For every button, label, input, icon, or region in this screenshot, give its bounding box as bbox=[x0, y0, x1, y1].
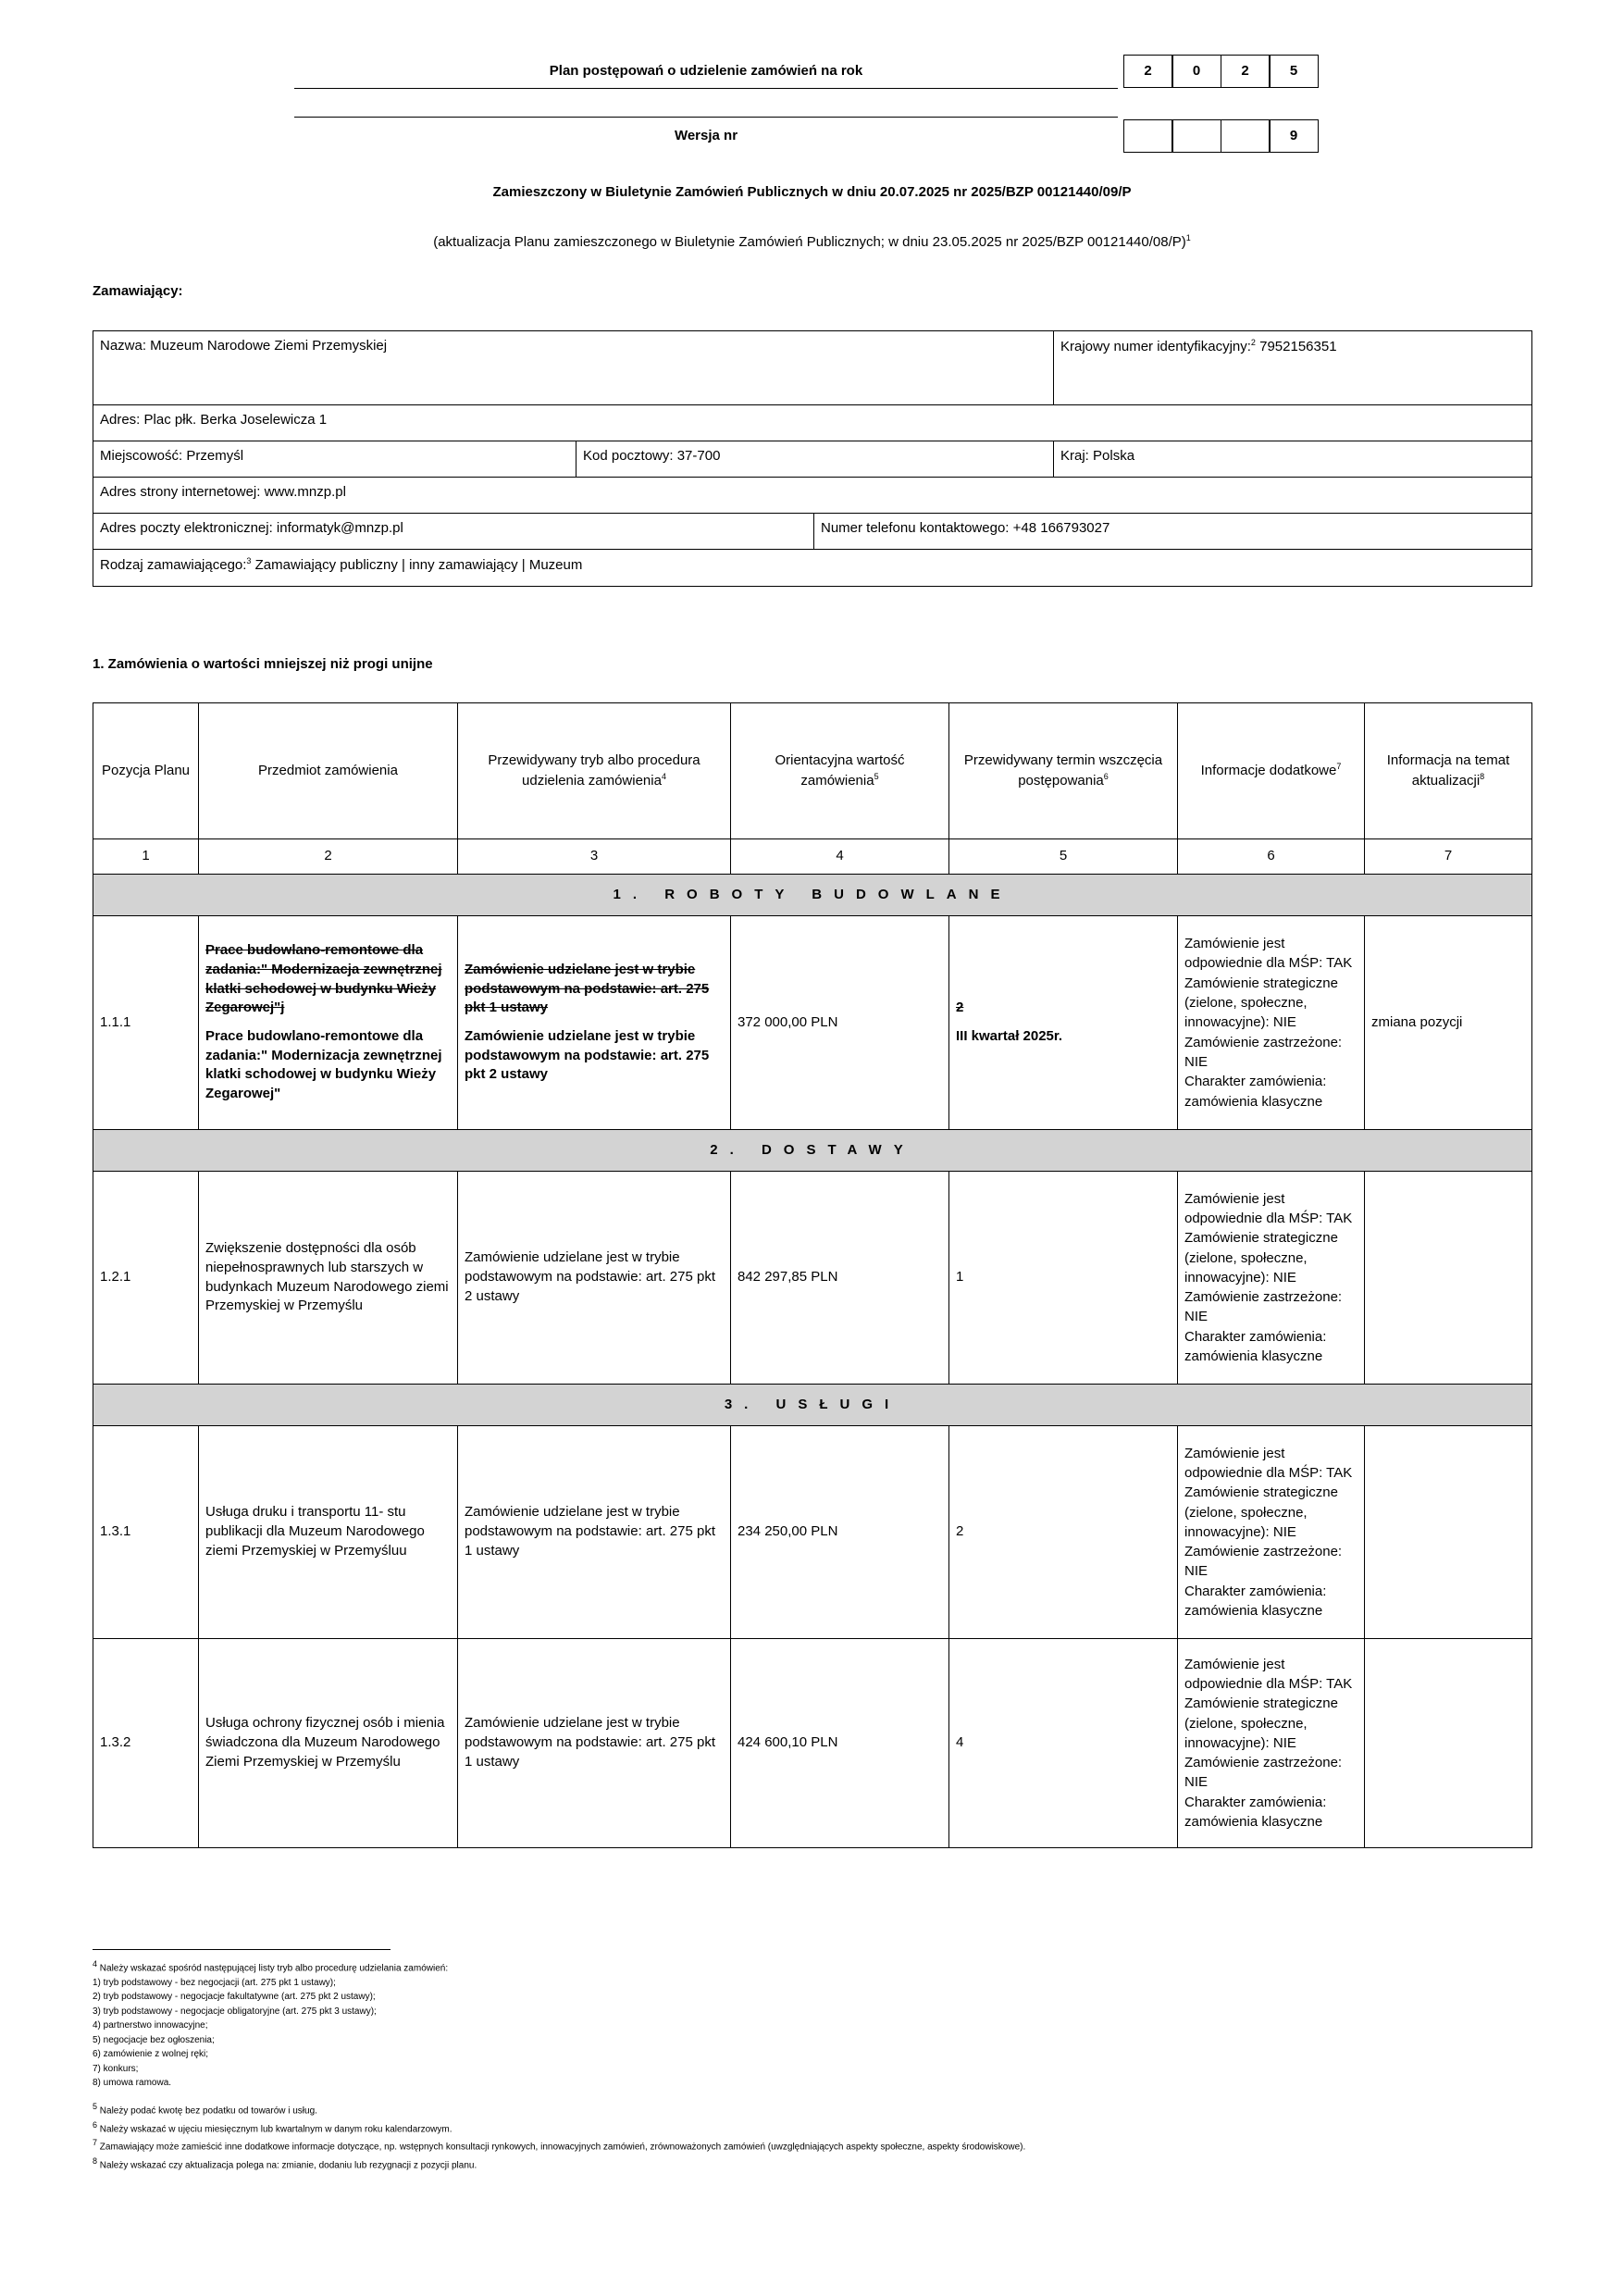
column-number: 3 bbox=[458, 839, 731, 875]
footnote-6: $^6$ Należy wskazać w ujęciu miesięcznym lub kwartalnym w danym roku kalendarzowym. bbox=[93, 2119, 452, 2134]
column-number: 1 bbox=[93, 839, 199, 875]
footnote-ref: 3 bbox=[246, 556, 252, 565]
footnote-4-item: 6) zamówienie z wolnej ręki; bbox=[93, 2049, 209, 2060]
subject-old: Prace budowlano-remontowe dla zadania:" Modernizacja zewnętrznej klatki schodowej w budynku Wieży Zegarowej"j bbox=[205, 942, 442, 1016]
mode-old: Zamówienie udzielane jest w trybie podstawowym na podstawie: art. 275 pkt 1 ustawy bbox=[465, 961, 710, 1016]
category-label: 3. USŁUGI bbox=[93, 1385, 1532, 1426]
contractor-type-value: Zamawiający publiczny | inny zamawiający | Muzeum bbox=[254, 557, 583, 573]
footnote-4-item: 4) partnerstwo innowacyjne; bbox=[93, 2020, 208, 2031]
table-row bbox=[93, 1639, 1532, 1848]
footnote-8: $^8$ Należy wskazać czy aktualizacja polega na: zmianie, dodaniu lub rezygnacji z pozycji planu. bbox=[93, 2156, 477, 2171]
contractor-label: Zamawiający: bbox=[93, 283, 183, 299]
footnote-7: $^7$ Zamawiający może zamieścić inne dodatkowe informacje dotyczące, np. wstępnych konsultacji rynkowych, innowacyjnych zamówień, zrównoważonych zamówień (uwzględniających aspekty społeczne, aspekty środowiskowe). bbox=[93, 2138, 1026, 2153]
year-digit: 2 bbox=[1123, 55, 1173, 88]
version-digit bbox=[1172, 119, 1221, 153]
header-info: Informacje dodatkowe$^7$ bbox=[1178, 703, 1365, 839]
cell-mode: Zamówienie udzielane jest w trybie podstawowym na podstawie: art. 275 pkt 1 ustawy bbox=[458, 1426, 731, 1639]
plan-table bbox=[93, 702, 1532, 1848]
category-label: 2. DOSTAWY bbox=[93, 1130, 1532, 1172]
cell-mode: Zamówienie udzielane jest w trybie podstawowym na podstawie: art. 275 pkt 1 ustawy bbox=[458, 1639, 731, 1848]
cell-term bbox=[949, 916, 1178, 1130]
mode-new: Zamówienie udzielane jest w trybie podstawowym na podstawie: art. 275 pkt 2 ustawy bbox=[465, 1028, 710, 1083]
column-number: 6 bbox=[1178, 839, 1365, 875]
footnote-4-item: 7) konkurs; bbox=[93, 2063, 139, 2074]
cell-position: 1.2.1 bbox=[93, 1172, 199, 1385]
update-line-text: (aktualizacja Planu zamieszczonego w Biuletynie Zamówień Publicznych; w dniu 23.05.2025 nr 2025/BZP 00121440/08/P) bbox=[433, 234, 1186, 250]
subject-new: Prace budowlano-remontowe dla zadania:" Modernizacja zewnętrznej klatki schodowej w budynku Wieży Zegarowej" bbox=[205, 1028, 442, 1102]
cell-position: 1.3.1 bbox=[93, 1426, 199, 1639]
version-digit: 9 bbox=[1269, 119, 1319, 153]
cell-info: Zamówienie jest odpowiednie dla MŚP: TAK Zamówienie strategiczne (zielone, społeczne, innowacyjne): NIE Zamówienie zastrzeżone: NIE Charakter zamówienia: zamówienia klasyczne bbox=[1178, 1426, 1365, 1639]
contractor-id bbox=[1053, 331, 1531, 404]
footnotes bbox=[93, 1957, 1025, 2173]
footnote-ref: 1 bbox=[1185, 233, 1191, 242]
cell-value: 234 250,00 PLN bbox=[731, 1426, 949, 1639]
cell-term: 2 bbox=[949, 1426, 1178, 1639]
cell-value: 842 297,85 PLN bbox=[731, 1172, 949, 1385]
version-label: Wersja nr bbox=[674, 128, 738, 143]
contractor-postal: Kod pocztowy: 37-700 bbox=[576, 441, 1053, 477]
header-value: Orientacyjna wartość zamówienia$^5$ bbox=[731, 703, 949, 839]
cell-position: 1.3.2 bbox=[93, 1639, 199, 1848]
version-digit bbox=[1221, 119, 1271, 153]
column-number: 5 bbox=[949, 839, 1178, 875]
header-update: Informacja na temat aktualizacji$^8$ bbox=[1365, 703, 1532, 839]
cell-term: 1 bbox=[949, 1172, 1178, 1385]
header-term: Przewidywany termin wszczęcia postępowania$^6$ bbox=[949, 703, 1178, 839]
year-digit: 5 bbox=[1269, 55, 1319, 88]
header-subject: Przedmiot zamówienia bbox=[199, 703, 458, 839]
plan-title-underline bbox=[294, 88, 1118, 89]
header-position: Pozycja Planu bbox=[93, 703, 199, 839]
contractor-country: Kraj: Polska bbox=[1053, 441, 1531, 477]
cell-update bbox=[1365, 1426, 1532, 1639]
contractor-type-label: Rodzaj zamawiającego: bbox=[100, 557, 247, 573]
contractor-box bbox=[93, 330, 1532, 587]
cell-value: 424 600,10 PLN bbox=[731, 1639, 949, 1848]
year-boxes bbox=[1124, 55, 1319, 88]
table-row bbox=[93, 1172, 1532, 1385]
category-row bbox=[93, 875, 1532, 916]
version-topline bbox=[294, 117, 1118, 118]
update-line bbox=[0, 233, 1624, 250]
section-title: 1. Zamówienia o wartości mniejszej niż progi unijne bbox=[93, 656, 433, 672]
term-old: 2 bbox=[956, 1000, 964, 1016]
cell-mode bbox=[458, 916, 731, 1130]
footnote-ref: 2 bbox=[1250, 338, 1256, 347]
contractor-id-label: Krajowy numer identyfikacyjny: bbox=[1060, 339, 1251, 354]
header-mode: Przewidywany tryb albo procedura udzielenia zamówienia$^4$ bbox=[458, 703, 731, 839]
cell-update: zmiana pozycji bbox=[1365, 916, 1532, 1130]
table-row bbox=[93, 1426, 1532, 1639]
version-row bbox=[294, 119, 1331, 153]
footnote-4: $^4$ Należy wskazać spośród następującej listy tryb albo procedurę udzielania zamówień: bbox=[93, 1959, 449, 1974]
cell-update bbox=[1365, 1639, 1532, 1848]
cell-update bbox=[1365, 1172, 1532, 1385]
contractor-type bbox=[93, 550, 1531, 586]
year-digit: 2 bbox=[1221, 55, 1271, 88]
cell-info: Zamówienie jest odpowiednie dla MŚP: TAK Zamówienie strategiczne (zielone, społeczne, innowacyjne): NIE Zamówienie zastrzeżone: NIE Charakter zamówienia: zamówienia klasyczne bbox=[1178, 1172, 1365, 1385]
footnote-4-item: 1) tryb podstawowy - bez negocjacji (art. 275 pkt 1 ustawy); bbox=[93, 1977, 336, 1988]
footnote-4-item: 2) tryb podstawowy - negocjacje fakultatywne (art. 275 pkt 2 ustawy); bbox=[93, 1992, 376, 2003]
cell-subject bbox=[199, 916, 458, 1130]
contractor-name: Nazwa: Muzeum Narodowe Ziemi Przemyskiej bbox=[100, 338, 388, 354]
table-row bbox=[93, 916, 1532, 1130]
published-line: Zamieszczony w Biuletynie Zamówień Publicznych w dniu 20.07.2025 nr 2025/BZP 00121440/09/P bbox=[492, 184, 1132, 200]
category-label: 1. ROBOTY BUDOWLANE bbox=[93, 875, 1532, 916]
cell-info: Zamówienie jest odpowiednie dla MŚP: TAK Zamówienie strategiczne (zielone, społeczne, innowacyjne): NIE Zamówienie zastrzeżone: NIE Charakter zamówienia: zamówienia klasyczne bbox=[1178, 916, 1365, 1130]
table-header-row bbox=[93, 703, 1532, 839]
plan-year-row bbox=[294, 55, 1331, 88]
contractor-id-value: 7952156351 bbox=[1259, 339, 1337, 354]
contractor-email: Adres poczty elektronicznej: informatyk@mnzp.pl bbox=[100, 520, 403, 536]
footnote-separator bbox=[93, 1949, 391, 1950]
year-digit: 0 bbox=[1172, 55, 1221, 88]
footnote-4-item: 5) negocjacje bez ogłoszenia; bbox=[93, 2034, 215, 2045]
cell-subject: Usługa druku i transportu 11- stu publikacji dla Muzeum Narodowego ziemi Przemyskiej w Przemyśluu bbox=[199, 1426, 458, 1639]
contractor-website: Adres strony internetowej: www.mnzp.pl bbox=[100, 484, 346, 500]
cell-subject: Usługa ochrony fizycznej osób i mienia świadczona dla Muzeum Narodowego Ziemi Przemyskiej w Przemyślu bbox=[199, 1639, 458, 1848]
term-new: III kwartał 2025r. bbox=[956, 1028, 1063, 1044]
contractor-phone: Numer telefonu kontaktowego: +48 166793027 bbox=[813, 514, 1531, 549]
cell-position: 1.1.1 bbox=[93, 916, 199, 1130]
cell-subject: Zwiększenie dostępności dla osób niepełnosprawnych lub starszych w budynkach Muzeum Narodowego ziemi Przemyskiej w Przemyślu bbox=[199, 1172, 458, 1385]
cell-mode: Zamówienie udzielane jest w trybie podstawowym na podstawie: art. 275 pkt 2 ustawy bbox=[458, 1172, 731, 1385]
version-digit bbox=[1123, 119, 1173, 153]
column-numbers-row bbox=[93, 839, 1532, 875]
contractor-city: Miejscowość: Przemyśl bbox=[100, 448, 244, 464]
footnote-5: $^5$ Należy podać kwotę bez podatku od towarów i usług. bbox=[93, 2101, 317, 2117]
plan-title: Plan postępowań o udzielenie zamówień na rok bbox=[549, 63, 863, 79]
column-number: 4 bbox=[731, 839, 949, 875]
cell-value: 372 000,00 PLN bbox=[731, 916, 949, 1130]
contractor-address: Adres: Plac płk. Berka Joselewicza 1 bbox=[100, 412, 328, 428]
footnote-4-item: 8) umowa ramowa. bbox=[93, 2078, 172, 2089]
category-row bbox=[93, 1130, 1532, 1172]
cell-info: Zamówienie jest odpowiednie dla MŚP: TAK Zamówienie strategiczne (zielone, społeczne, innowacyjne): NIE Zamówienie zastrzeżone: NIE Charakter zamówienia: zamówienia klasyczne bbox=[1178, 1639, 1365, 1848]
cell-term: 4 bbox=[949, 1639, 1178, 1848]
version-boxes bbox=[1124, 119, 1319, 153]
column-number: 2 bbox=[199, 839, 458, 875]
category-row bbox=[93, 1385, 1532, 1426]
footnote-4-item: 3) tryb podstawowy - negocjacje obligatoryjne (art. 275 pkt 3 ustawy); bbox=[93, 2006, 377, 2017]
column-number: 7 bbox=[1365, 839, 1532, 875]
